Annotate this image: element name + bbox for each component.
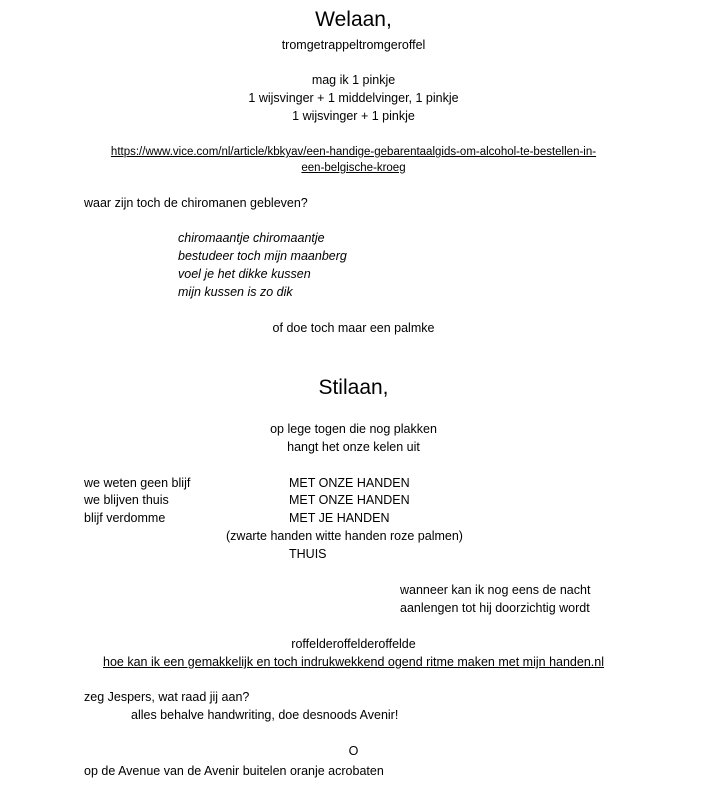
- heading-welaan: Welaan,: [315, 8, 392, 31]
- night-line-1: wanneer kan ik nog eens de nacht: [400, 583, 591, 597]
- order-line-3: 1 wijsvinger + 1 pinkje: [292, 109, 415, 123]
- o-line: O: [348, 744, 359, 758]
- vice-link-line-1[interactable]: https://www.vice.com/nl/article/kbkyav/een-handige-gebarentaalgids-om-alcohol-te-bestellen-in-: [110, 146, 597, 158]
- right-line-3: MET JE HANDEN: [289, 511, 390, 525]
- verse-line-1: chiromaantje chiromaantje: [178, 231, 325, 245]
- subtitle: tromgetrappeltromgeroffel: [281, 38, 426, 52]
- heading-stilaan: Stilaan,: [318, 376, 389, 399]
- chiromanen-question: waar zijn toch de chiromanen gebleven?: [84, 196, 308, 210]
- verse-line-4: mijn kussen is zo dik: [178, 285, 293, 299]
- jespers-answer: alles behalve handwriting, doe desnoods Avenir!: [131, 708, 399, 722]
- roffel-line: roffelderoffelderoffelde: [291, 637, 416, 651]
- order-line-1: mag ik 1 pinkje: [311, 73, 396, 87]
- left-line-1: we weten geen blijf: [84, 476, 191, 490]
- verse-line-2: bestudeer toch mijn maanberg: [178, 249, 347, 263]
- jespers-question: zeg Jespers, wat raad jij aan?: [84, 690, 250, 704]
- rhythm-link[interactable]: hoe kan ik een gemakkelijk en toch indrukwekkend ogend ritme maken met mijn handen.nl: [103, 655, 604, 669]
- vice-link-line-2[interactable]: een-belgische-kroeg: [301, 162, 406, 174]
- right-line-2: MET ONZE HANDEN: [289, 493, 410, 507]
- palmke-line: of doe toch maar een palmke: [272, 321, 435, 335]
- order-line-2: 1 wijsvinger + 1 middelvinger, 1 pinkje: [248, 91, 459, 105]
- right-line-1: MET ONZE HANDEN: [289, 476, 410, 490]
- verse-line-3: voel je het dikke kussen: [178, 267, 311, 281]
- parenthetical-line: (zwarte handen witte handen roze palmen): [226, 529, 463, 543]
- intro-line-2: hangt het onze kelen uit: [287, 440, 420, 454]
- night-line-2: aanlengen tot hij doorzichtig wordt: [400, 601, 590, 615]
- intro-line-1: op lege togen die nog plakken: [270, 422, 437, 436]
- left-line-2: we blijven thuis: [84, 493, 169, 507]
- thuis-line: THUIS: [289, 547, 327, 561]
- left-line-3: blijf verdomme: [84, 511, 166, 525]
- acrobaten-line: op de Avenue van de Avenir buitelen oranje acrobaten: [84, 764, 384, 778]
